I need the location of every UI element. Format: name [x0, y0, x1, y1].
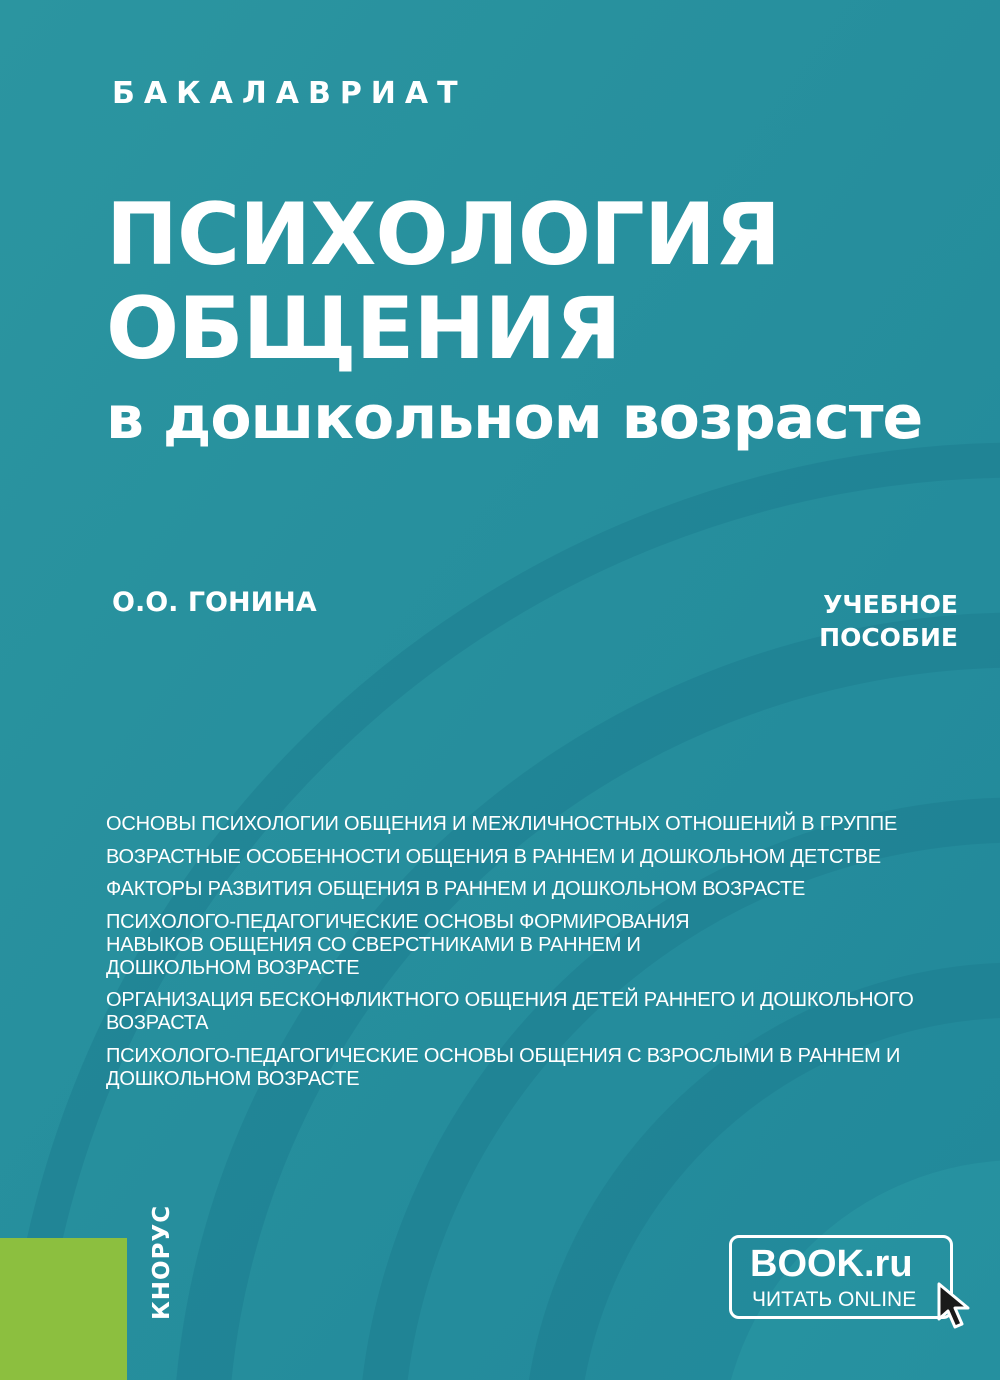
green-corner-block	[0, 1238, 127, 1380]
bookru-subtitle: ЧИТАТЬ ONLINE	[752, 1288, 917, 1311]
contents-item: ФАКТОРЫ РАЗВИТИЯ ОБЩЕНИЯ В РАННЕМ И ДОШКОЛЬНОМ ВОЗРАСТЕ	[106, 878, 806, 900]
series-label: БАКАЛАВРИАТ	[112, 76, 467, 111]
contents-item: ОСНОВЫ ПСИХОЛОГИИ ОБЩЕНИЯ И МЕЖЛИЧНОСТНЫХ ОТНОШЕНИЙ В ГРУППЕ	[106, 813, 898, 835]
title-line-3: в дошкольном возрасте	[106, 383, 923, 453]
book-type-line-2: ПОСОБИЕ	[819, 623, 958, 652]
contents-item: ПСИХОЛОГО-ПЕДАГОГИЧЕСКИЕ ОСНОВЫ ОБЩЕНИЯ С ВЗРОСЛЫМИ В РАННЕМ И ДОШКОЛЬНОМ ВОЗРАСТЕ	[106, 1044, 901, 1090]
title-line-1: ПСИХОЛОГИЯ	[106, 185, 781, 285]
book-type-line-1: УЧЕБНОЕ	[823, 590, 958, 619]
book-type	[819, 588, 958, 654]
contents-list	[106, 813, 976, 1100]
publisher-name: КНОРУС	[149, 1204, 175, 1320]
cursor-arrow-icon	[935, 1281, 977, 1333]
bookru-brand: BOOK.ru	[750, 1243, 913, 1285]
title-line-2: ОБЩЕНИЯ	[106, 279, 621, 379]
bookru-badge[interactable]	[729, 1235, 953, 1319]
book-title	[106, 185, 986, 460]
author-name: О.О. ГОНИНА	[112, 587, 317, 618]
contents-item: ОРГАНИЗАЦИЯ БЕСКОНФЛИКТНОГО ОБЩЕНИЯ ДЕТЕЙ РАННЕГО И ДОШКОЛЬНОГО ВОЗРАСТА	[106, 989, 914, 1034]
contents-item: ВОЗРАСТНЫЕ ОСОБЕННОСТИ ОБЩЕНИЯ В РАННЕМ И ДОШКОЛЬНОМ ДЕТСТВЕ	[106, 845, 881, 868]
contents-item: ПСИХОЛОГО-ПЕДАГОГИЧЕСКИЕ ОСНОВЫ ФОРМИРОВАНИЯ НАВЫКОВ ОБЩЕНИЯ СО СВЕРСТНИКАМИ В РАННЕМ И ДОШКОЛЬНОМ ВОЗРАСТЕ	[106, 910, 690, 979]
